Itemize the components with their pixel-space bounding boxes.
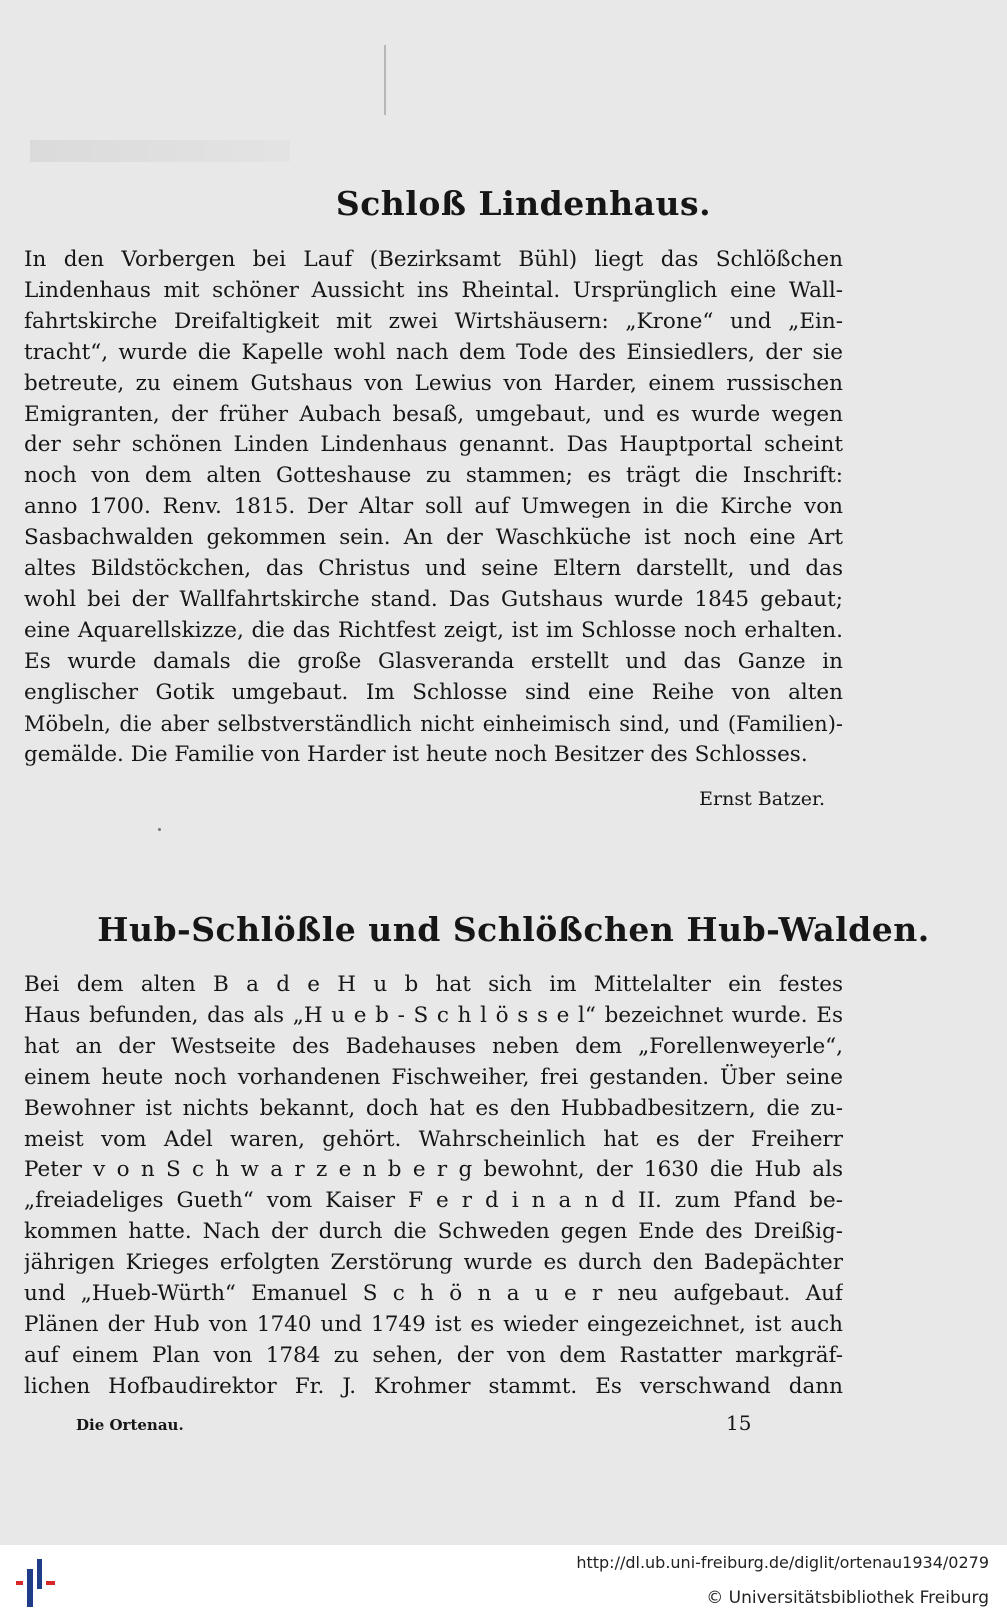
text-line: Emigranten, der früher Aubach besaß, umgebaut, und es wurde wegen	[24, 401, 843, 427]
text-line: der sehr schönen Linden Lindenhaus genannt. Das Hauptportal scheint	[24, 432, 843, 458]
page-number: 15	[726, 1411, 752, 1435]
text-line: anno 1700. Renv. 1815. Der Altar soll auf Umwegen in die Kirche von	[24, 494, 843, 520]
text-line: auf einem Plan von 1784 zu sehen, der von dem Rastatter markgräf-	[24, 1342, 843, 1368]
source-url-link[interactable]: http://dl.ub.uni-freiburg.de/diglit/ortenau1934/0279	[576, 1553, 989, 1572]
scan-gutter-mark	[384, 45, 386, 115]
journal-footer: Die Ortenau.	[76, 1416, 184, 1434]
text-line: altes Bildstöckchen, das Christus und seine Eltern darstellt, und das	[24, 556, 843, 582]
text-line: fahrtskirche Dreifaltigkeit mit zwei Wirtshäusern: „Krone“ und „Ein-	[24, 308, 843, 334]
text-line: Plänen der Hub von 1740 und 1749 ist es wieder eingezeichnet, ist auch	[24, 1311, 843, 1337]
section-body-hub-schloessle	[24, 970, 843, 1403]
text-line: In den Vorbergen bei Lauf (Bezirksamt Bühl) liegt das Schlößchen	[24, 247, 843, 272]
text-line: Bei dem alten B a d e H u b hat sich im Mittelalter ein festes	[24, 972, 843, 997]
text-line: gemälde. Die Familie von Harder ist heute noch Besitzer des Schlosses.	[24, 741, 808, 767]
text-line: tracht“, wurde die Kapelle wohl nach dem Tode des Einsiedlers, der sie	[24, 339, 843, 365]
text-line: lichen Hofbaudirektor Fr. J. Krohmer stammt. Es verschwand dann	[24, 1373, 843, 1399]
text-line: und „Hueb-Würth“ Emanuel S c h ö n a u e r neu aufgebaut. Auf	[24, 1281, 843, 1307]
ub-freiburg-logo-icon	[10, 1555, 66, 1611]
section-title-hub-schloessle: Hub-Schlößle und Schlößchen Hub-Walden.	[97, 910, 930, 949]
text-line: englischer Gotik umgebaut. Im Schlosse sind eine Reihe von alten	[24, 679, 843, 705]
text-line: Peter v o n S c h w a r z e n b e r g bewohnt, der 1630 die Hub als	[24, 1157, 843, 1183]
text-line: Sasbachwalden gekommen sein. An der Waschküche ist noch eine Art	[24, 525, 843, 551]
text-line: noch von dem alten Gotteshause zu stammen; es trägt die Inschrift:	[24, 463, 843, 489]
text-line: wohl bei der Wallfahrtskirche stand. Das Gutshaus wurde 1845 gebaut;	[24, 586, 843, 612]
text-line: jährigen Krieges erfolgten Zerstörung wurde es durch den Badepächter	[24, 1250, 843, 1276]
text-line: meist vom Adel waren, gehört. Wahrscheinlich hat es der Freiherr	[24, 1126, 843, 1152]
text-line: Lindenhaus mit schöner Aussicht ins Rheintal. Ursprünglich eine Wall-	[24, 277, 843, 303]
section-body-schloss-lindenhaus	[24, 245, 843, 770]
text-line: betreute, zu einem Gutshaus von Lewius von Harder, einem russischen	[24, 370, 843, 396]
text-line: hat an der Westseite des Badehauses neben dem „Forellenweyerle“,	[24, 1033, 843, 1059]
print-speck	[158, 828, 161, 831]
bleed-through-shadow	[30, 140, 290, 162]
text-line: „freiadeliges Gueth“ vom Kaiser F e r d i n a n d II. zum Pfand be-	[24, 1188, 843, 1214]
text-line: Haus befunden, das als „H u e b - S c h l ö s s e l“ bezeichnet wurde. Es	[24, 1002, 843, 1028]
text-line: einem heute noch vorhandenen Fischweiher, frei gestanden. Über seine	[24, 1064, 843, 1090]
text-line: Möbeln, die aber selbstverständlich nicht einheimisch sind, und (Familien)-	[24, 711, 843, 736]
text-line: kommen hatte. Nach der durch die Schweden gegen Ende des Dreißig-	[24, 1219, 843, 1245]
article-author: Ernst Batzer.	[699, 788, 825, 810]
text-line: Es wurde damals die große Glasveranda erstellt und das Ganze in	[24, 648, 843, 674]
text-line: eine Aquarellskizze, die das Richtfest zeigt, ist im Schlosse noch erhalten.	[24, 617, 843, 643]
text-line: Bewohner ist nichts bekannt, doch hat es den Hubbadbesitzern, die zu-	[24, 1095, 843, 1121]
copyright-notice: © Universitätsbibliothek Freiburg	[706, 1588, 989, 1608]
section-title-schloss-lindenhaus: Schloß Lindenhaus.	[335, 184, 712, 223]
